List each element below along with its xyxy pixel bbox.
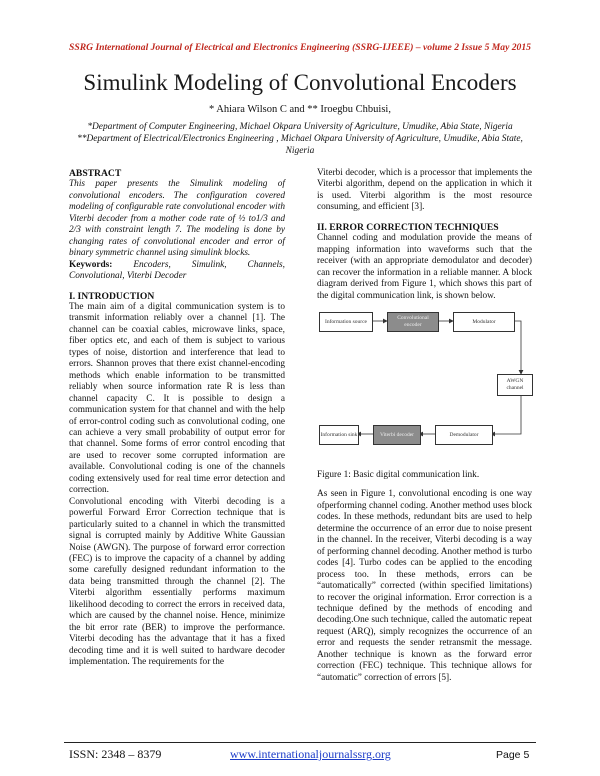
intro-heading: I. INTRODUCTION xyxy=(69,290,155,302)
modulator-box: Modulator xyxy=(453,312,515,332)
keywords-label: Keywords: xyxy=(69,259,113,270)
demodulator-box: Demodulator xyxy=(435,425,493,445)
viterbi-decoder-box: Viterbi decoder xyxy=(373,425,421,445)
abstract-heading: ABSTRACT xyxy=(69,168,122,179)
paper-title: Simulink Modeling of Convolutional Encoders xyxy=(83,70,517,95)
figure-caption: Figure 1: Basic digital communication link. xyxy=(317,469,480,480)
information-source-box: Information source xyxy=(319,312,373,332)
abstract-text: This paper presents the Simulink modeling of convolutional encoders. The configuration covered modeling of configurable rate convolutional encoder with Viterbi decoder from a mother code rate of ½ to1/3 and 2/3 with constraint length 7. The modeling is done by changing rates of convolutional encoder and error of binary symmetric channel using simulink blocks. xyxy=(69,179,285,259)
left-column xyxy=(69,168,285,668)
communication-link-diagram xyxy=(317,306,532,466)
right-column xyxy=(317,168,532,684)
section-2-heading: II. ERROR CORRECTION TECHNIQUES xyxy=(317,221,499,233)
keywords-text: Encoders, Simulink, Channels, Convolutional, Viterbi Decoder xyxy=(69,259,285,282)
awgn-channel-box: AWGN channel xyxy=(497,374,533,396)
intro-paragraph-1: The main aim of a digital communication system is to transmit information reliably over a channel [1]. The channel can be coaxial cables, microwave links, space, fiber optics etc, and each of them is subject to various types of noise, distortion and interference that lead to errors. Shannon proves that there exist channel-encoding methods which enable information to be transmitted reliably when source information rate R is less than channel capacity C. It is possible to design a communication system for that channel and with the help of error-control coding such as convolutional coding, one can achieve a very small probability of output error for that channel. Some forms of error control encoding that are used to recover some corrupted information are available. Convolutional coding is one of the channels coding extensively used for real time error detection and correction. xyxy=(69,301,285,496)
footer-url-link[interactable]: www.internationaljournalssrg.org xyxy=(230,747,391,761)
footer-issn: ISSN: 2348 – 8379 xyxy=(69,747,162,761)
affiliation-1: *Department of Computer Engineering, Michael Okpara University of Agriculture, Umudike, Abia State, Nigeria xyxy=(87,122,513,132)
keywords xyxy=(69,260,285,283)
right-continuation: Viterbi decoder, which is a processor that implements the Viterbi algorithm, depend on the application in which it is used. Viterbi algorithm is the most resource consuming, and efficient [3]. xyxy=(317,168,532,213)
journal-header: SSRG International Journal of Electrical and Electronics Engineering (SSRG-IJEEE) – volume 2 Issue 5 May 2015 xyxy=(69,42,531,53)
section-2-paragraph-1: Channel coding and modulation provide the means of mapping information into waveforms such that the receiver (with an appropriate demodulator and decoder) can recover the information in a reliable manner. A block diagram derived from Figure 1, which shows this part of the digital communication link, is shown below. xyxy=(317,233,532,301)
authors: * Ahiara Wilson C and ** Iroegbu Chbuisi, xyxy=(209,104,391,115)
convolutional-encoder-box: Convolutional encoder xyxy=(387,312,439,332)
information-sink-box: Information sink xyxy=(319,425,359,445)
affiliations xyxy=(72,121,528,157)
affiliation-2: **Department of Electrical/Electronics Engineering , Michael Okpara University of Agriculture, Umudike, Abia State, Nigeria xyxy=(77,134,523,156)
intro-paragraph-2: Convolutional encoding with Viterbi decoding is a powerful Forward Error Correction technique that is particularly suited to a channel in which the transmitted signal is corrupted mainly by Additive White Gaussian Noise (AWGN). The purpose of forward error correction (FEC) is to improve the capacity of a channel by adding some carefully designed redundant information to the data being transmitted through the channel [2]. The Viterbi algorithm essentially performs maximum likelihood decoding to correct the errors in received data, which are caused by the channel noise. Hence, minimize the bit error rate (BER) to improve the performance. Viterbi decoding has the advantage that it has a fixed decoding time and it is well suited to hardware decoder implementation. The requirements for the xyxy=(69,496,285,668)
section-2-paragraph-2: As seen in Figure 1, convolutional encoding is one way ofperforming channel coding. Another method uses block codes. In these methods, redundant bits are used to help determine the occurrence of an error due to noise present in the channel. In the receiver, Viterbi decoding is a way of performing channel decoding. Another method is turbo codes [4]. Turbo codes can be applied to the encoding process too. In these methods, errors can be “automatically” corrected (within specified limitations) to recover the original information. Error correction is a technique defined by the methods of encoding and decoding.One such technique, called the automatic repeat request (ARQ), simply recognizes the occurrence of an error and requests the sender retransmit the message. Another technique is known as the forward error correction (FEC) technique. This technique allows for “automatic” correction of errors [5]. xyxy=(317,489,532,683)
footer-rule xyxy=(64,742,536,743)
footer-page-number: Page 5 xyxy=(496,749,530,761)
